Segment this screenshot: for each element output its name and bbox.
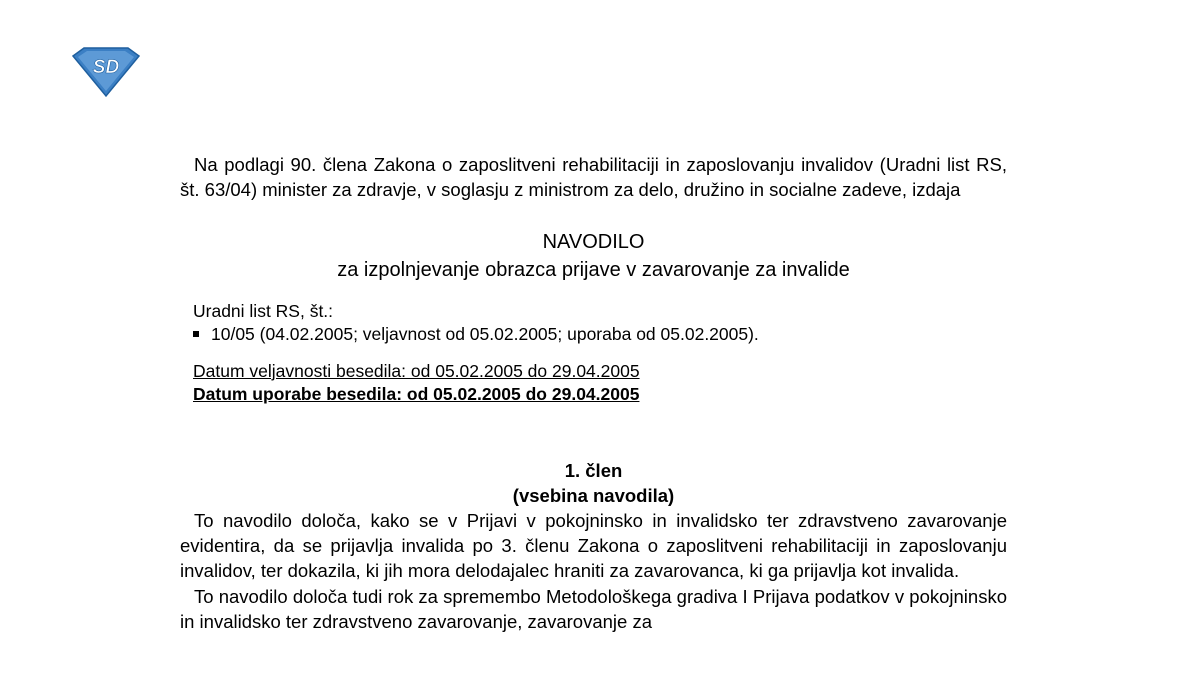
svg-text:SD: SD bbox=[92, 57, 120, 78]
sd-shield-logo-icon bbox=[70, 46, 142, 98]
article-paragraph-2: To navodilo določa tudi rok za spremembo Metodološkega gradiva I Prijava podatkov v pokojninsko in invalidsko ter zdravstveno zavarovanje, zavarovanje za bbox=[180, 586, 1007, 632]
intro-paragraph: Na podlagi 90. člena Zakona o zaposlitveni rehabilitaciji in zaposlovanju invalidov (Uradni list RS, št. 63/04) minister za zdravje, v soglasju z ministrom za delo, družino in socialne zadeve, izdaja bbox=[180, 154, 1007, 200]
document-title: NAVODILO bbox=[542, 231, 645, 253]
bullet-icon bbox=[193, 331, 199, 337]
validity-date: Datum veljavnosti besedila: od 05.02.2005 do 29.04.2005 bbox=[193, 361, 640, 381]
article-number: 1. člen bbox=[564, 460, 623, 481]
document-body bbox=[180, 152, 1007, 634]
use-date: Datum uporabe besedila: od 05.02.2005 do 29.04.2005 bbox=[193, 384, 640, 404]
article-paragraph-1: To navodilo določa, kako se v Prijavi v pokojninsko in invalidsko ter zdravstveno zavarovanje evidentira, da se prijavlja invalida po 3. členu Zakona o zaposlitveni rehabilitaciji in zaposlovanju invalidov, ter dokazila, ki jih mora delodajalec hraniti za zavarovanca, ki ga prijavlja kot invalida. bbox=[180, 510, 1007, 581]
gazette-entry-text: 10/05 (04.02.2005; veljavnost od 05.02.2005; uporaba od 05.02.2005). bbox=[211, 324, 759, 344]
gazette-label: Uradni list RS, št.: bbox=[193, 301, 334, 321]
article-heading: (vsebina navodila) bbox=[512, 485, 675, 506]
validity-block bbox=[180, 360, 1007, 406]
gazette-block bbox=[180, 300, 1007, 346]
sd-logo bbox=[70, 46, 142, 98]
document-subtitle: za izpolnjevanje obrazca prijave v zavarovanje za invalide bbox=[337, 259, 850, 281]
gazette-entry bbox=[193, 323, 1007, 346]
